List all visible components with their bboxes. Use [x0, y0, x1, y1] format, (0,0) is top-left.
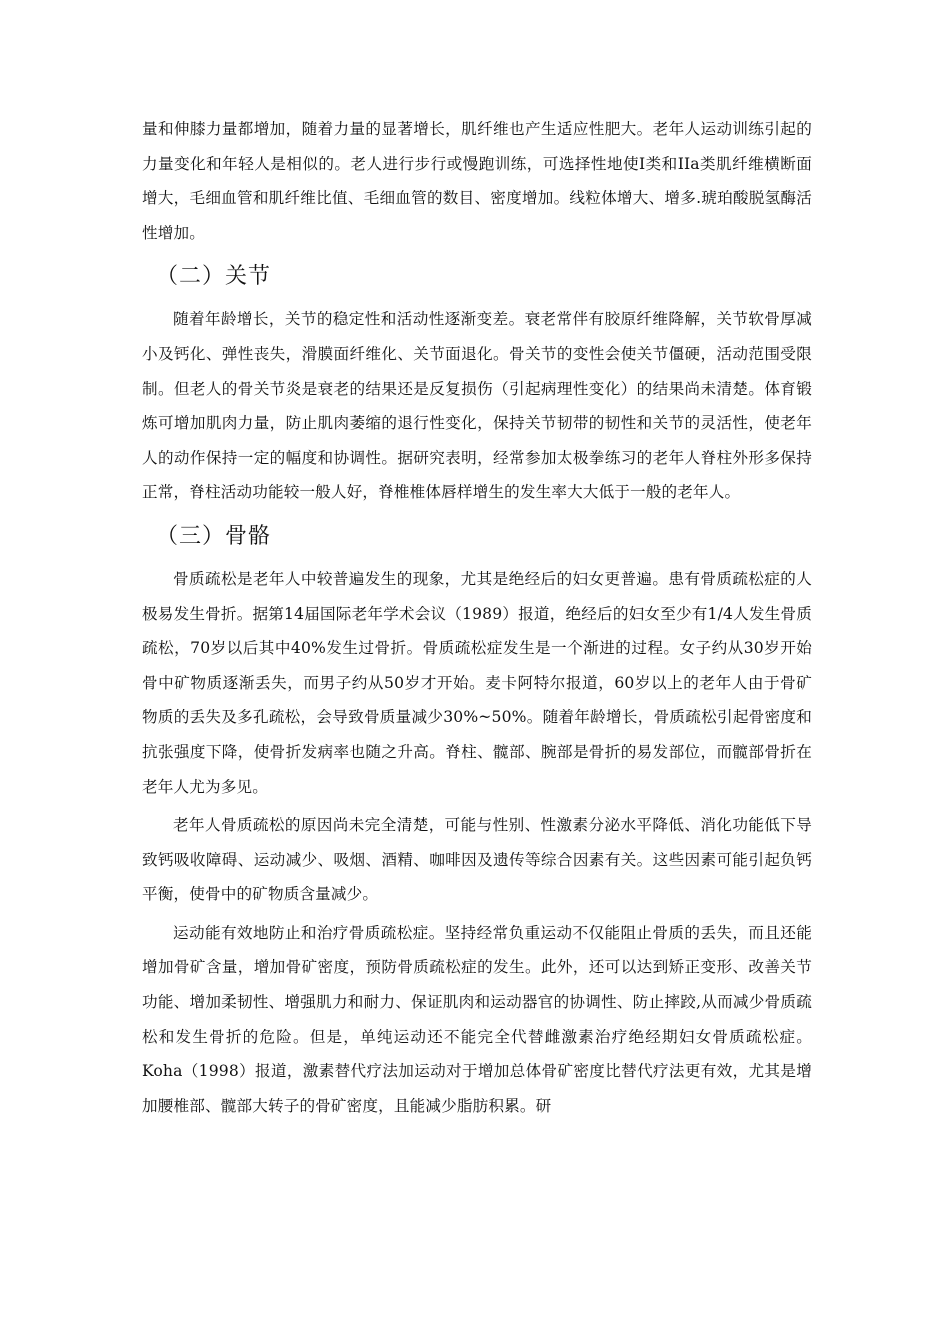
paragraph-exercise-treatment: 运动能有效地防止和治疗骨质疏松症。坚持经常负重运动不仅能阻止骨质的丢失，而且还能增加骨矿含量，增加骨矿密度，预防骨质疏松症的发生。此外，还可以达到矫正变形、改善关节功能、增加柔韧性、增强肌力和耐力、保证肌肉和运动器官的协调性、防止摔跤,从而减少骨质疏松和发生骨折的危险。但是，单纯运动还不能完全代替雌激素治疗绝经期妇女骨质疏松症。Koha（1998）报道，激素替代疗法加运动对于增加总体骨矿密度比替代疗法更有效，尤其是增加腰椎部、髋部大转子的骨矿密度，且能减少脂肪积累。研 — [142, 923, 812, 1115]
document-body — [142, 112, 812, 1123]
paragraph-muscle-fiber: 量和伸膝力量都增加，随着力量的显著增长，肌纤维也产生适应性肥大。老年人运动训练引起的力量变化和年轻人是相似的。老人进行步行或慢跑训练，可选择性地使Ⅰ类和IIa类肌纤维横断面增大，毛细血管和肌纤维比值、毛细血管的数目、密度增加。线粒体增大、增多.琥珀酸脱氢酶活性增加。 — [142, 120, 812, 242]
paragraph-osteoporosis-intro: 骨质疏松是老年人中较普遍发生的现象，尤其是绝经后的妇女更普遍。患有骨质疏松症的人极易发生骨折。据第14届国际老年学术会议（1989）报道，绝经后的妇女至少有1/4人发生骨质疏松，70岁以后其中40%发生过骨折。骨质疏松症发生是一个渐进的过程。女子约从30岁开始骨中矿物质逐渐丢失，而男子约从50岁才开始。麦卡阿特尔报道，60岁以上的老年人由于骨矿物质的丢失及多孔疏松，会导致骨质量减少30%~50%。随着年龄增长，骨质疏松引起骨密度和抗张强度下降，使骨折发病率也随之升高。脊柱、髋部、腕部是骨折的易发部位，而髋部骨折在老年人尤为多见。 — [142, 569, 812, 796]
section-heading-joints: （二）关节 — [156, 264, 272, 290]
section-heading-bones: （三）骨骼 — [156, 523, 272, 549]
paragraph-osteoporosis-causes: 老年人骨质疏松的原因尚未完全清楚，可能与性别、性激素分泌水平降低、消化功能低下导致钙吸收障碍、运动减少、吸烟、酒精、咖啡因及遗传等综合因素有关。这些因素可能引起负钙平衡，使骨中的矿物质含量减少。 — [142, 816, 812, 904]
paragraph-joints: 随着年龄增长，关节的稳定性和活动性逐渐变差。衰老常伴有胶原纤维降解，关节软骨厚减小及钙化、弹性丧失，滑膜面纤维化、关节面退化。骨关节的变性会使关节僵硬，活动范围受限制。但老人的骨关节炎是衰老的结果还是反复损伤（引起病理性变化）的结果尚未清楚。体育锻炼可增加肌肉力量，防止肌肉萎缩的退行性变化，保持关节韧带的韧性和关节的灵活性，使老年人的动作保持一定的幅度和协调性。据研究表明，经常参加太极拳练习的老年人脊柱外形多保持正常，脊柱活动功能较一般人好，脊椎椎体唇样增生的发生率大大低于一般的老年人。 — [142, 310, 812, 502]
